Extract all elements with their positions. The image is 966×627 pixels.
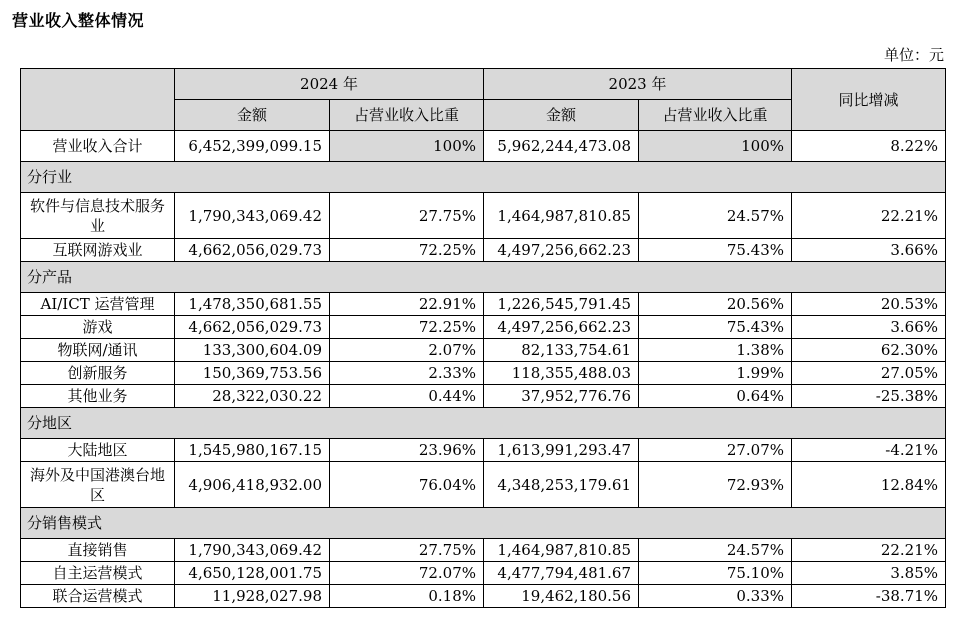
amount-2023: 4,497,256,662.23	[484, 239, 639, 262]
section-row	[21, 162, 946, 193]
table-row	[21, 239, 946, 262]
row-label: AI/ICT 运营管理	[21, 293, 175, 316]
table-row	[21, 539, 946, 562]
amount-2023: 19,462,180.56	[484, 585, 639, 608]
header-yoy: 同比增减	[792, 69, 946, 131]
header-year-2024: 2024 年	[175, 69, 484, 100]
amount-2024: 6,452,399,099.15	[175, 131, 330, 162]
yoy-change: 62.30%	[792, 339, 946, 362]
row-label: 大陆地区	[21, 439, 175, 462]
yoy-change: 27.05%	[792, 362, 946, 385]
yoy-change: 3.85%	[792, 562, 946, 585]
ratio-2023: 72.93%	[639, 462, 792, 508]
table-row	[21, 193, 946, 239]
ratio-2023: 0.64%	[639, 385, 792, 408]
amount-2023: 1,226,545,791.45	[484, 293, 639, 316]
amount-2024: 4,906,418,932.00	[175, 462, 330, 508]
amount-2023: 1,464,987,810.85	[484, 539, 639, 562]
amount-2024: 1,478,350,681.55	[175, 293, 330, 316]
table-row	[21, 562, 946, 585]
ratio-2023: 20.56%	[639, 293, 792, 316]
row-label: 其他业务	[21, 385, 175, 408]
section-heading: 分销售模式	[21, 508, 946, 539]
row-label: 联合运营模式	[21, 585, 175, 608]
amount-2023: 4,348,253,179.61	[484, 462, 639, 508]
amount-2023: 5,962,244,473.08	[484, 131, 639, 162]
section-row	[21, 408, 946, 439]
amount-2024: 4,662,056,029.73	[175, 316, 330, 339]
table-row	[21, 385, 946, 408]
row-label: 物联网/通讯	[21, 339, 175, 362]
yoy-change: -4.21%	[792, 439, 946, 462]
section-row	[21, 508, 946, 539]
section-row	[21, 262, 946, 293]
ratio-2024: 0.44%	[330, 385, 484, 408]
amount-2024: 1,545,980,167.15	[175, 439, 330, 462]
amount-2024: 4,650,128,001.75	[175, 562, 330, 585]
table-row	[21, 462, 946, 508]
header-ratio-2024: 占营业收入比重	[330, 100, 484, 131]
table-row	[21, 362, 946, 385]
ratio-2023: 75.10%	[639, 562, 792, 585]
ratio-2024: 22.91%	[330, 293, 484, 316]
amount-2023: 1,613,991,293.47	[484, 439, 639, 462]
table-row	[21, 585, 946, 608]
yoy-change: 3.66%	[792, 239, 946, 262]
ratio-2023: 100%	[639, 131, 792, 162]
yoy-change: 3.66%	[792, 316, 946, 339]
yoy-change: -38.71%	[792, 585, 946, 608]
ratio-2023: 75.43%	[639, 239, 792, 262]
row-label: 游戏	[21, 316, 175, 339]
amount-2024: 150,369,753.56	[175, 362, 330, 385]
table-row	[21, 439, 946, 462]
amount-2023: 4,497,256,662.23	[484, 316, 639, 339]
ratio-2023: 1.38%	[639, 339, 792, 362]
row-label: 直接销售	[21, 539, 175, 562]
revenue-table	[20, 68, 946, 608]
amount-2024: 28,322,030.22	[175, 385, 330, 408]
amount-2023: 1,464,987,810.85	[484, 193, 639, 239]
ratio-2023: 27.07%	[639, 439, 792, 462]
table-row	[21, 339, 946, 362]
row-label: 互联网游戏业	[21, 239, 175, 262]
section-heading: 分产品	[21, 262, 946, 293]
table-row	[21, 293, 946, 316]
amount-2023: 82,133,754.61	[484, 339, 639, 362]
row-label: 软件与信息技术服务业	[21, 193, 175, 239]
ratio-2023: 1.99%	[639, 362, 792, 385]
amount-2023: 4,477,794,481.67	[484, 562, 639, 585]
header-ratio-2023: 占营业收入比重	[639, 100, 792, 131]
yoy-change: 20.53%	[792, 293, 946, 316]
header-year-2023: 2023 年	[484, 69, 792, 100]
header-amount-2024: 金额	[175, 100, 330, 131]
yoy-change: -25.38%	[792, 385, 946, 408]
amount-2023: 37,952,776.76	[484, 385, 639, 408]
ratio-2024: 0.18%	[330, 585, 484, 608]
section-heading: 分行业	[21, 162, 946, 193]
amount-2023: 118,355,488.03	[484, 362, 639, 385]
ratio-2024: 27.75%	[330, 539, 484, 562]
yoy-change: 22.21%	[792, 193, 946, 239]
yoy-change: 12.84%	[792, 462, 946, 508]
amount-2024: 4,662,056,029.73	[175, 239, 330, 262]
yoy-change: 22.21%	[792, 539, 946, 562]
row-label: 自主运营模式	[21, 562, 175, 585]
row-label: 创新服务	[21, 362, 175, 385]
table-body	[21, 131, 946, 608]
table-row	[21, 316, 946, 339]
ratio-2024: 76.04%	[330, 462, 484, 508]
ratio-2023: 24.57%	[639, 539, 792, 562]
header-blank-cell	[21, 69, 175, 131]
ratio-2024: 72.25%	[330, 316, 484, 339]
section-heading: 分地区	[21, 408, 946, 439]
amount-2024: 1,790,343,069.42	[175, 539, 330, 562]
amount-2024: 11,928,027.98	[175, 585, 330, 608]
ratio-2024: 72.25%	[330, 239, 484, 262]
header-amount-2023: 金额	[484, 100, 639, 131]
ratio-2023: 0.33%	[639, 585, 792, 608]
ratio-2023: 75.43%	[639, 316, 792, 339]
unit-label: 单位：元	[883, 46, 944, 64]
ratio-2024: 2.07%	[330, 339, 484, 362]
amount-2024: 1,790,343,069.42	[175, 193, 330, 239]
ratio-2024: 23.96%	[330, 439, 484, 462]
yoy-change: 8.22%	[792, 131, 946, 162]
ratio-2024: 72.07%	[330, 562, 484, 585]
row-label: 海外及中国港澳台地区	[21, 462, 175, 508]
ratio-2024: 27.75%	[330, 193, 484, 239]
ratio-2024: 2.33%	[330, 362, 484, 385]
row-label: 营业收入合计	[21, 131, 175, 162]
total-row	[21, 131, 946, 162]
ratio-2023: 24.57%	[639, 193, 792, 239]
amount-2024: 133,300,604.09	[175, 339, 330, 362]
ratio-2024: 100%	[330, 131, 484, 162]
section-title: 营业收入整体情况	[12, 11, 145, 30]
